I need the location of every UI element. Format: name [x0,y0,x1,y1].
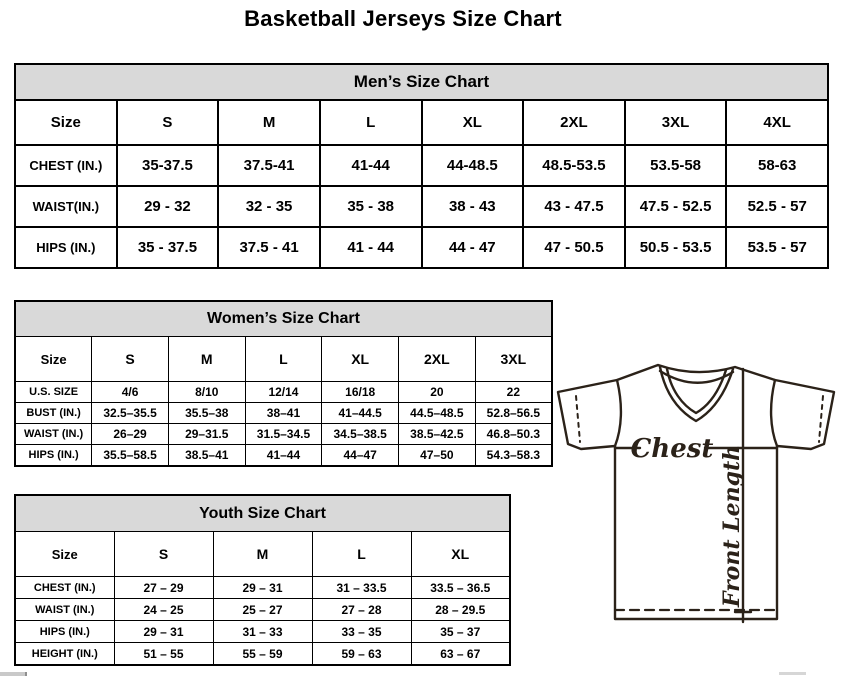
scrollbar-fragment-right[interactable] [779,672,806,675]
women-size-cell: 38–41 [245,403,322,424]
youth-size-cell: 31 – 33.5 [312,577,411,599]
mens-size-table [14,63,829,269]
men-size-column-l: L [320,100,422,145]
youth-size-cell: 55 – 59 [213,643,312,666]
youth-size-cell: 51 – 55 [114,643,213,666]
women-table-row [15,445,552,467]
womens-size-table [14,300,553,467]
men-size-column-3xl: 3XL [625,100,727,145]
jersey-measurement-diagram [556,360,843,655]
women-table-row [15,403,552,424]
men-size-cell: 47 - 50.5 [523,227,625,268]
men-size-cell: 37.5 - 41 [218,227,320,268]
women-size-cell: 29–31.5 [168,424,245,445]
youth-size-cell: 25 – 27 [213,599,312,621]
men-size-cell: 53.5-58 [625,145,727,186]
men-table-row [15,186,828,227]
youth-table-row [15,621,510,643]
men-row-label: WAIST(IN.) [15,186,117,227]
front-length-label: Front Length [719,444,745,608]
men-size-cell: 58-63 [726,145,828,186]
youth-row-label: WAIST (IN.) [15,599,114,621]
men-size-cell: 53.5 - 57 [726,227,828,268]
women-chart-title: Women’s Size Chart [15,301,552,337]
women-size-cell: 22 [475,382,552,403]
youth-size-cell: 27 – 29 [114,577,213,599]
men-size-cell: 41 - 44 [320,227,422,268]
women-size-cell: 52.8–56.5 [475,403,552,424]
men-size-cell: 35 - 38 [320,186,422,227]
men-row-label: HIPS (IN.) [15,227,117,268]
men-size-cell: 29 - 32 [117,186,219,227]
jersey-outline-icon [556,360,843,655]
youth-table-row [15,599,510,621]
youth-size-cell: 28 – 29.5 [411,599,510,621]
women-size-cell: 20 [399,382,476,403]
youth-table-row [15,643,510,666]
men-size-cell: 44-48.5 [422,145,524,186]
women-size-cell: 54.3–58.3 [475,445,552,467]
men-table-row [15,227,828,268]
youth-size-column-xl: XL [411,532,510,577]
men-size-cell: 43 - 47.5 [523,186,625,227]
youth-row-label: HIPS (IN.) [15,621,114,643]
women-size-cell: 31.5–34.5 [245,424,322,445]
youth-row-label: CHEST (IN.) [15,577,114,599]
men-size-cell: 35-37.5 [117,145,219,186]
right-cuff-stitch [819,396,823,442]
men-size-cell: 48.5-53.5 [523,145,625,186]
women-size-cell: 44–47 [322,445,399,467]
chest-label: Chest [630,434,714,464]
men-size-column-4xl: 4XL [726,100,828,145]
men-size-cell: 37.5-41 [218,145,320,186]
women-row-label: BUST (IN.) [15,403,92,424]
youth-chart-title: Youth Size Chart [15,495,510,532]
jersey-body-outline [558,365,834,619]
men-row-label: CHEST (IN.) [15,145,117,186]
youth-size-table [14,494,511,666]
youth-size-cell: 59 – 63 [312,643,411,666]
women-size-label: Size [15,337,92,382]
youth-size-column-s: S [114,532,213,577]
men-size-column-s: S [117,100,219,145]
women-size-cell: 38.5–41 [168,445,245,467]
men-size-cell: 41-44 [320,145,422,186]
youth-size-cell: 31 – 33 [213,621,312,643]
youth-table-row [15,577,510,599]
women-size-cell: 12/14 [245,382,322,403]
youth-size-cell: 27 – 28 [312,599,411,621]
youth-size-cell: 24 – 25 [114,599,213,621]
women-size-cell: 32.5–35.5 [92,403,169,424]
youth-size-column-l: L [312,532,411,577]
right-armhole-seam [771,380,777,446]
page-title: Basketball Jerseys Size Chart [244,6,562,31]
women-size-cell: 47–50 [399,445,476,467]
youth-size-cell: 35 – 37 [411,621,510,643]
women-size-cell: 41–44 [245,445,322,467]
men-size-column-xl: XL [422,100,524,145]
women-size-column-3xl: 3XL [475,337,552,382]
women-row-label: U.S. SIZE [15,382,92,403]
men-chart-title: Men’s Size Chart [15,64,828,100]
youth-size-cell: 29 – 31 [114,621,213,643]
women-size-cell: 44.5–48.5 [399,403,476,424]
women-row-label: HIPS (IN.) [15,445,92,467]
women-size-cell: 4/6 [92,382,169,403]
women-row-label: WAIST (IN.) [15,424,92,445]
youth-size-cell: 29 – 31 [213,577,312,599]
men-size-cell: 47.5 - 52.5 [625,186,727,227]
women-size-cell: 34.5–38.5 [322,424,399,445]
women-size-column-l: L [245,337,322,382]
vneck-inner-curve [667,369,726,413]
left-cuff-stitch [576,396,580,442]
youth-row-label: HEIGHT (IN.) [15,643,114,666]
men-size-cell: 35 - 37.5 [117,227,219,268]
women-size-cell: 46.8–50.3 [475,424,552,445]
women-size-column-m: M [168,337,245,382]
women-size-cell: 35.5–58.5 [92,445,169,467]
women-size-column-2xl: 2XL [399,337,476,382]
women-size-cell: 16/18 [322,382,399,403]
women-size-cell: 26–29 [92,424,169,445]
men-size-label: Size [15,100,117,145]
women-size-cell: 41–44.5 [322,403,399,424]
youth-size-column-m: M [213,532,312,577]
left-armhole-seam [615,380,621,446]
youth-size-label: Size [15,532,114,577]
women-size-cell: 38.5–42.5 [399,424,476,445]
men-size-cell: 44 - 47 [422,227,524,268]
men-size-column-2xl: 2XL [523,100,625,145]
men-table-row [15,145,828,186]
women-table-row [15,424,552,445]
youth-size-cell: 33 – 35 [312,621,411,643]
men-size-cell: 32 - 35 [218,186,320,227]
men-size-cell: 50.5 - 53.5 [625,227,727,268]
women-size-cell: 35.5–38 [168,403,245,424]
women-table-row [15,382,552,403]
men-size-cell: 38 - 43 [422,186,524,227]
women-size-column-xl: XL [322,337,399,382]
women-size-column-s: S [92,337,169,382]
youth-size-cell: 63 – 67 [411,643,510,666]
men-size-cell: 52.5 - 57 [726,186,828,227]
women-size-cell: 8/10 [168,382,245,403]
men-size-column-m: M [218,100,320,145]
scrollbar-fragment-left[interactable] [0,672,27,676]
youth-size-cell: 33.5 – 36.5 [411,577,510,599]
